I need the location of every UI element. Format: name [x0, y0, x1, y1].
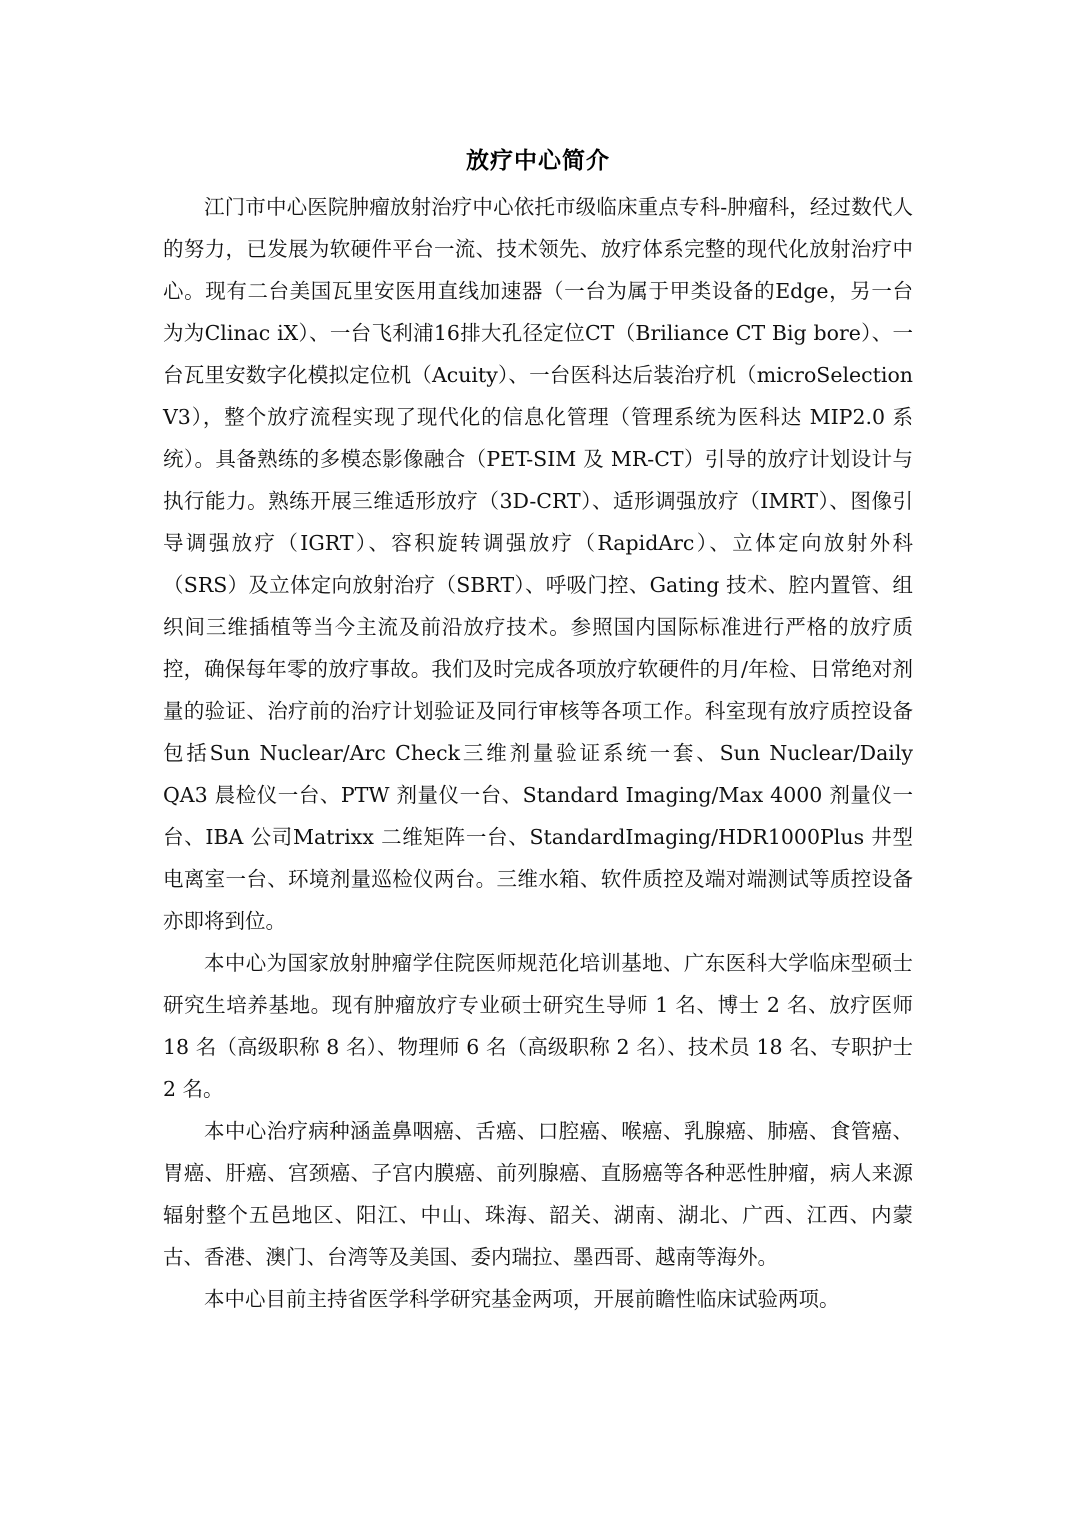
- paragraph-overview: 江门市中心医院肿瘤放射治疗中心依托市级临床重点专科-肿瘤科，经过数代人的努力，已发展为软硬件平台一流、技术领先、放疗体系完整的现代化放射治疗中心。现有二台美国瓦里安医用直线加速器（一台为属于甲类设备的Edge，另一台为为Clinac iX）、一台飞利浦16排大孔径定位CT（Briliance CT Big bore）、一台瓦里安数字化模拟定位机（Acuity）、一台医科达后装治疗机（microSelection V3），整个放疗流程实现了现代化的信息化管理（管理系统为医科达 MIP2.0 系统）。具备熟练的多模态影像融合（PET-SIM 及 MR-CT）引导的放疗计划设计与执行能力。熟练开展三维适形放疗（3D-CRT）、适形调强放疗（IMRT）、图像引导调强放疗（IGRT）、容积旋转调强放疗（RapidArc）、立体定向放射外科（SRS）及立体定向放射治疗（SBRT）、呼吸门控、Gating 技术、腔内置管、组织间三维插植等当今主流及前沿放疗技术。参照国内国际标准进行严格的放疗质控，确保每年零的放疗事故。我们及时完成各项放疗软硬件的月/年检、日常绝对剂量的验证、治疗前的治疗计划验证及同行审核等各项工作。科室现有放疗质控设备包括Sun Nuclear/Arc Check三维剂量验证系统一套、Sun Nuclear/Daily QA3 晨检仪一台、PTW 剂量仪一台、Standard Imaging/Max 4000 剂量仪一台、IBA 公司Matrixx 二维矩阵一台、StandardImaging/HDR1000Plus 井型电离室一台、环境剂量巡检仪两台。三维水箱、软件质控及端对端测试等质控设备亦即将到位。: [163, 195, 913, 933]
- document-body: [163, 143, 913, 1320]
- paragraph-diseases: 本中心治疗病种涵盖鼻咽癌、舌癌、口腔癌、喉癌、乳腺癌、肺癌、食管癌、胃癌、肝癌、宫颈癌、子宫内膜癌、前列腺癌、直肠癌等各种恶性肿瘤，病人来源辐射整个五邑地区、阳江、中山、珠海、韶关、湖南、湖北、广西、江西、内蒙古、香港、澳门、台湾等及美国、委内瑞拉、墨西哥、越南等海外。: [163, 1119, 913, 1269]
- paragraph-staff: 本中心为国家放射肿瘤学住院医师规范化培训基地、广东医科大学临床型硕士研究生培养基地。现有肿瘤放疗专业硕士研究生导师 1 名、博士 2 名、放疗医师 18 名（高级职称 8 名）、物理师 6 名（高级职称 2 名）、技术员 18 名、专职护士 2 名。: [163, 951, 913, 1101]
- page-title: 放疗中心简介: [466, 148, 610, 174]
- paragraph-research: 本中心目前主持省医学科学研究基金两项，开展前瞻性临床试验两项。: [204, 1287, 840, 1311]
